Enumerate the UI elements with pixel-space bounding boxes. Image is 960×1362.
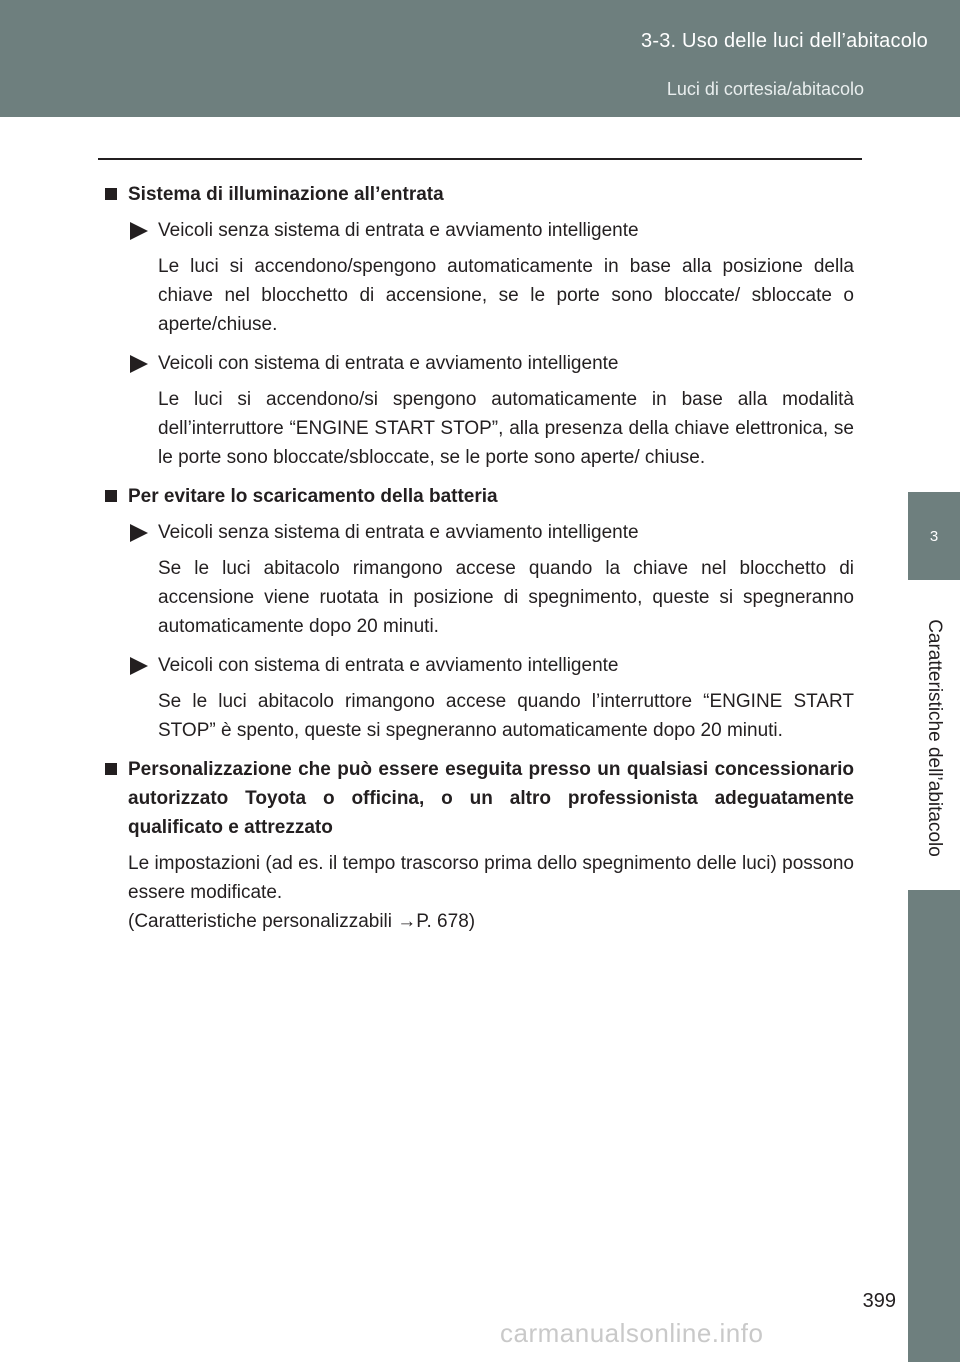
chapter-section-title: 3-3. Uso delle luci dell’abitacolo: [641, 30, 928, 52]
page-number: 399: [862, 1290, 896, 1312]
page-reference: (Caratteristiche personalizzabili →P. 678): [128, 911, 476, 932]
triangle-bullet-icon: [130, 524, 148, 542]
chapter-label: Caratteristiche dell’abitacolo: [924, 619, 945, 857]
section-heading-entry-lighting: Sistema di illuminazione all’entrata: [104, 180, 854, 209]
paragraph: Le impostazioni (ad es. il tempo trascorso prima dello spegnimento delle luci) possono essere modificate.: [128, 853, 854, 903]
item-label-with-smart-key: Veicoli con sistema di entrata e avviamento intelligente: [104, 349, 854, 378]
section-subtitle: Luci di cortesia/abitacolo: [666, 79, 864, 99]
triangle-bullet-icon: [130, 657, 148, 675]
header-band: [0, 0, 960, 117]
triangle-bullet-icon: [130, 355, 148, 373]
paragraph: Se le luci abitacolo rimangono accese quando l’interruttore “ENGINE START STOP” è spento, queste si spegneranno automaticamente dopo 20 minuti.: [158, 691, 854, 741]
item-label-without-smart-key: Veicoli senza sistema di entrata e avviamento intelligente: [104, 518, 854, 547]
chapter-side-bar: [908, 890, 960, 1362]
section-heading-battery: Per evitare lo scaricamento della batteria: [104, 482, 854, 511]
square-bullet-icon: [105, 490, 117, 502]
page-content: [104, 180, 854, 936]
header-rule: [98, 158, 862, 160]
paragraph: Se le luci abitacolo rimangono accese quando la chiave nel blocchetto di accensione viene ruotata in posizione di spegnimento, queste si spegneranno automaticamente dopo 20 minuti.: [158, 558, 854, 637]
paragraph: Le luci si accendono/spengono automaticamente in base alla posizione della chiave nel blocchetto di accensione, se le porte sono bloccate/ sbloccate o aperte/chiuse.: [158, 256, 854, 335]
square-bullet-icon: [105, 763, 117, 775]
item-label-without-smart-key: Veicoli senza sistema di entrata e avviamento intelligente: [104, 216, 854, 245]
item-label-with-smart-key: Veicoli con sistema di entrata e avviamento intelligente: [104, 651, 854, 680]
chapter-tab: [908, 492, 960, 580]
chapter-number: 3: [929, 527, 939, 545]
watermark: carmanualsonline.info: [500, 1318, 764, 1348]
section-heading-customization: Personalizzazione che può essere eseguita presso un qualsiasi concessionario autorizzato Toyota o officina, o un altro professionista adeguatamente qualificato e attrezzato: [104, 755, 854, 842]
paragraph: Le luci si accendono/si spengono automaticamente in base alla modalità dell’interruttore “ENGINE START STOP”, alla presenza della chiave elettronica, se le porte sono bloccate/sbloccate, se le porte sono aperte/ chiuse.: [158, 389, 854, 468]
square-bullet-icon: [105, 188, 117, 200]
triangle-bullet-icon: [130, 222, 148, 240]
